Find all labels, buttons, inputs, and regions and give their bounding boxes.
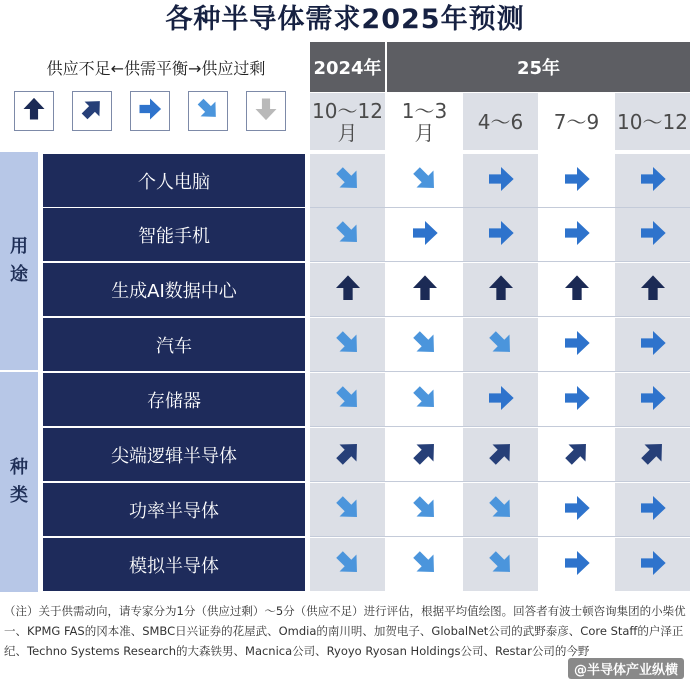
arrow-down-right-icon: [409, 327, 441, 363]
forecast-cell: [387, 263, 462, 316]
footnote: （注）关于供需动向，请专家分为1分（供应过剩）～5分（供应不足）进行评估，根据平均值绘图。回答者有波士顿咨询集团的小柴优一、KPMG FAS的冈本准、SMBC日兴证券的花屋武、Omdia的南川明、加贺电子、GlobalNet公司的武野泰彦、Core Staff的户泽正纪、Techno Systems Research的大森铁男、Macnica公司、Ryoyo Ryosan Holdings公司、Restar公司的今野: [4, 604, 686, 658]
forecast-cell: [539, 154, 614, 207]
forecast-cell: [615, 208, 690, 261]
forecast-cell: [615, 373, 690, 426]
arrow-down-right-icon: [485, 547, 517, 583]
arrow-down-right-icon: [409, 492, 441, 528]
quarter-header: 10～12 月: [310, 93, 385, 150]
forecast-cell: [310, 428, 385, 481]
forecast-cell: [463, 154, 538, 207]
arrow-down-right-icon: [332, 163, 364, 199]
forecast-cell: [387, 538, 462, 591]
forecast-cell: [387, 428, 462, 481]
page-title: 各种半导体需求2025年预测: [165, 4, 525, 35]
forecast-cell: [387, 318, 462, 371]
arrow-down-right-icon: [409, 382, 441, 418]
row-label: 智能手机: [43, 208, 305, 261]
forecast-cell: [463, 318, 538, 371]
row-label: 存储器: [43, 373, 305, 426]
forecast-cell: [463, 428, 538, 481]
arrow-right-icon: [409, 217, 441, 253]
arrow-down-right-icon: [485, 492, 517, 528]
arrow-right-icon: [485, 382, 517, 418]
forecast-cell: [310, 373, 385, 426]
forecast-cell: [463, 483, 538, 536]
row-label: 尖端逻辑半导体: [43, 428, 305, 481]
arrow-down-right-icon: [409, 547, 441, 583]
arrow-right-icon: [637, 547, 669, 583]
arrow-up-icon: [485, 272, 517, 308]
arrow-down-right-icon: [194, 95, 222, 127]
quarter-header: 7～9: [553, 109, 600, 134]
row-divider: [310, 481, 690, 482]
forecast-cell: [463, 263, 538, 316]
arrow-down-right-icon: [332, 382, 364, 418]
arrow-up-right-icon: [332, 437, 364, 473]
arrow-up-right-icon: [409, 437, 441, 473]
arrow-right-icon: [637, 327, 669, 363]
quarter-header: 1～3 月: [401, 98, 448, 145]
forecast-cell: [539, 208, 614, 261]
forecast-cell: [539, 373, 614, 426]
forecast-cell: [539, 318, 614, 371]
arrow-right-icon: [637, 217, 669, 253]
row-divider: [310, 536, 690, 537]
forecast-cell: [539, 428, 614, 481]
arrow-right-icon: [561, 217, 593, 253]
arrow-right-icon: [637, 492, 669, 528]
row-divider: [310, 261, 690, 262]
legend-item-arrow-up: [14, 91, 54, 131]
category-usage: 用 途: [0, 152, 38, 370]
forecast-cell: [310, 263, 385, 316]
quarter-header: 4～6: [463, 93, 538, 150]
arrow-right-icon: [485, 163, 517, 199]
forecast-cell: [539, 538, 614, 591]
forecast-cell: [463, 208, 538, 261]
header-year-2024: 2024年: [310, 42, 385, 92]
forecast-cell: [463, 373, 538, 426]
arrow-down-right-icon: [332, 547, 364, 583]
arrow-down-right-icon: [332, 492, 364, 528]
forecast-cell: [310, 538, 385, 591]
arrow-down-right-icon: [332, 217, 364, 253]
row-label: 功率半导体: [43, 483, 305, 536]
arrow-up-icon: [409, 272, 441, 308]
forecast-cell: [387, 483, 462, 536]
forecast-cell: [539, 483, 614, 536]
header-year-25: 25年: [387, 42, 690, 92]
forecast-cell: [615, 538, 690, 591]
quarter-header: 10～12: [615, 93, 690, 150]
arrow-down-right-icon: [485, 327, 517, 363]
arrow-right-icon: [136, 95, 164, 127]
arrow-right-icon: [561, 547, 593, 583]
arrow-down-right-icon: [409, 163, 441, 199]
forecast-cell: [615, 483, 690, 536]
row-divider: [310, 426, 690, 427]
arrow-up-icon: [561, 272, 593, 308]
arrow-up-icon: [332, 272, 364, 308]
category-type: 种 类: [0, 372, 38, 592]
legend-item-arrow-down-right: [188, 91, 228, 131]
arrow-up-icon: [637, 272, 669, 308]
arrow-right-icon: [561, 327, 593, 363]
arrow-right-icon: [561, 492, 593, 528]
forecast-cell: [387, 154, 462, 207]
forecast-cell: [387, 373, 462, 426]
legend-item-arrow-up-right: [72, 91, 112, 131]
watermark: @半导体产业纵横: [568, 658, 684, 679]
legend-item-arrow-down: [246, 91, 286, 131]
legend-label: 供应不足←供需平衡→供应过剩: [46, 59, 266, 78]
forecast-cell: [615, 263, 690, 316]
forecast-cell: [310, 483, 385, 536]
forecast-cell: [463, 538, 538, 591]
forecast-cell: [310, 208, 385, 261]
arrow-up-right-icon: [485, 437, 517, 473]
arrow-down-right-icon: [332, 327, 364, 363]
row-divider: [310, 316, 690, 317]
arrow-right-icon: [485, 217, 517, 253]
legend-item-arrow-right: [130, 91, 170, 131]
arrow-up-right-icon: [78, 95, 106, 127]
forecast-cell: [310, 318, 385, 371]
arrow-down-icon: [252, 95, 280, 127]
arrow-up-icon: [20, 95, 48, 127]
arrow-right-icon: [561, 382, 593, 418]
forecast-cell: [615, 428, 690, 481]
arrow-right-icon: [561, 163, 593, 199]
row-label: 个人电脑: [43, 154, 305, 207]
row-label: 汽车: [43, 318, 305, 371]
row-label: 生成AI数据中心: [43, 263, 305, 316]
row-divider: [310, 371, 690, 372]
forecast-cell: [615, 318, 690, 371]
arrow-right-icon: [637, 382, 669, 418]
forecast-cell: [310, 154, 385, 207]
arrow-up-right-icon: [637, 437, 669, 473]
arrow-right-icon: [637, 163, 669, 199]
forecast-cell: [387, 208, 462, 261]
arrow-up-right-icon: [561, 437, 593, 473]
row-label: 模拟半导体: [43, 538, 305, 591]
forecast-cell: [615, 154, 690, 207]
forecast-cell: [539, 263, 614, 316]
